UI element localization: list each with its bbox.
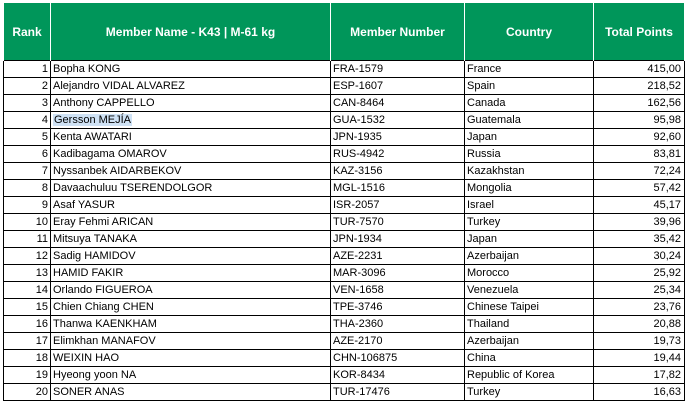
total-points-cell: 72,24 [594,163,685,180]
rank-header: Rank [4,3,51,61]
table-row [4,384,685,401]
total-points-cell: 23,76 [594,299,685,316]
country-cell: Japan [465,129,594,146]
member-name-cell: Mitsuya TANAKA [51,231,331,248]
table-row [4,129,685,146]
member-number-cell: FRA-1579 [331,61,465,78]
country-cell: Azerbaijan [465,248,594,265]
country-cell: Israel [465,197,594,214]
total-points-header: Total Points [594,3,685,61]
country-cell: Turkey [465,214,594,231]
member-number-cell: MAR-3096 [331,265,465,282]
member-name-cell: HAMID FAKIR [51,265,331,282]
member-number-cell: TUR-7570 [331,214,465,231]
member-number-cell: TPE-3746 [331,299,465,316]
total-points-cell: 30,24 [594,248,685,265]
member-name-cell: WEIXIN HAO [51,350,331,367]
rank-cell: 20 [4,384,51,401]
total-points-cell: 25,92 [594,265,685,282]
rank-cell: 15 [4,299,51,316]
ranking-table [3,3,685,401]
total-points-cell: 95,98 [594,112,685,129]
total-points-cell: 45,17 [594,197,685,214]
rank-cell: 16 [4,316,51,333]
member-name-cell: Orlando FIGUEROA [51,282,331,299]
table-row [4,367,685,384]
member-number-cell: RUS-4942 [331,146,465,163]
member-name-cell: Anthony CAPPELLO [51,95,331,112]
rank-cell: 14 [4,282,51,299]
rank-cell: 6 [4,146,51,163]
rank-cell: 11 [4,231,51,248]
country-cell: Thailand [465,316,594,333]
member-number-cell: THA-2360 [331,316,465,333]
rank-cell: 10 [4,214,51,231]
member-number-cell: TUR-17476 [331,384,465,401]
table-row [4,180,685,197]
member-number-cell: JPN-1935 [331,129,465,146]
member-name-cell: Thanwa KAENKHAM [51,316,331,333]
country-cell: Venezuela [465,282,594,299]
rank-cell: 12 [4,248,51,265]
member-number-cell: KOR-8434 [331,367,465,384]
table-row [4,197,685,214]
total-points-cell: 35,42 [594,231,685,248]
table-row [4,350,685,367]
country-cell: Turkey [465,384,594,401]
country-cell: Chinese Taipei [465,299,594,316]
member-name-cell [51,112,331,129]
total-points-cell: 83,81 [594,146,685,163]
table-row [4,265,685,282]
member-number-cell: ESP-1607 [331,78,465,95]
rank-cell: 1 [4,61,51,78]
table-row [4,316,685,333]
total-points-cell: 92,60 [594,129,685,146]
table-row [4,299,685,316]
member-name-cell: Bopha KONG [51,61,331,78]
rank-cell: 2 [4,78,51,95]
rank-cell: 5 [4,129,51,146]
total-points-cell: 20,88 [594,316,685,333]
country-cell: Russia [465,146,594,163]
member-number-cell: CAN-8464 [331,95,465,112]
member-name-cell: Asaf YASUR [51,197,331,214]
member-name-cell: Hyeong yoon NA [51,367,331,384]
rank-cell: 17 [4,333,51,350]
selected-text: Gersson MEJÍA [54,113,132,126]
total-points-cell: 218,52 [594,78,685,95]
rank-cell: 3 [4,95,51,112]
table-row [4,163,685,180]
rank-cell: 18 [4,350,51,367]
member-name-cell: Davaachuluu TSERENDOLGOR [51,180,331,197]
country-cell: Canada [465,95,594,112]
rank-cell: 13 [4,265,51,282]
member-name-cell: SONER ANAS [51,384,331,401]
total-points-cell: 162,56 [594,95,685,112]
total-points-cell: 19,44 [594,350,685,367]
member-number-cell: AZE-2231 [331,248,465,265]
country-cell: Azerbaijan [465,333,594,350]
country-cell: Morocco [465,265,594,282]
country-cell: Republic of Korea [465,367,594,384]
member-number-cell: VEN-1658 [331,282,465,299]
member-number-cell: KAZ-3156 [331,163,465,180]
rank-cell: 7 [4,163,51,180]
table-row [4,333,685,350]
country-header: Country [465,3,594,61]
member-number-cell: CHN-106875 [331,350,465,367]
total-points-cell: 19,73 [594,333,685,350]
member-name-header: Member Name - K43 | M-61 kg [51,3,331,61]
member-name-cell: Eray Fehmi ARICAN [51,214,331,231]
country-cell: Guatemala [465,112,594,129]
total-points-cell: 16,63 [594,384,685,401]
table-row [4,248,685,265]
rank-cell: 9 [4,197,51,214]
member-number-cell: MGL-1516 [331,180,465,197]
member-name-cell: Sadig HAMIDOV [51,248,331,265]
member-name-cell: Kadibagama OMAROV [51,146,331,163]
table-row [4,112,685,129]
table-row [4,282,685,299]
table-row [4,231,685,248]
table-row [4,78,685,95]
member-name-cell: Elimkhan MANAFOV [51,333,331,350]
member-name-cell: Chien Chiang CHEN [51,299,331,316]
rank-cell: 8 [4,180,51,197]
table-row [4,214,685,231]
member-name-cell: Alejandro VIDAL ALVAREZ [51,78,331,95]
table-header-row [4,3,685,61]
country-cell: China [465,350,594,367]
member-number-cell: GUA-1532 [331,112,465,129]
total-points-cell: 17,82 [594,367,685,384]
rank-cell: 4 [4,112,51,129]
member-name-cell: Nyssanbek AIDARBEKOV [51,163,331,180]
country-cell: Spain [465,78,594,95]
member-number-cell: ISR-2057 [331,197,465,214]
country-cell: Japan [465,231,594,248]
total-points-cell: 415,00 [594,61,685,78]
total-points-cell: 39,96 [594,214,685,231]
member-name-cell: Kenta AWATARI [51,129,331,146]
country-cell: Mongolia [465,180,594,197]
member-number-header: Member Number [331,3,465,61]
member-number-cell: AZE-2170 [331,333,465,350]
rank-cell: 19 [4,367,51,384]
country-cell: Kazakhstan [465,163,594,180]
member-number-cell: JPN-1934 [331,231,465,248]
table-row [4,95,685,112]
total-points-cell: 57,42 [594,180,685,197]
total-points-cell: 25,34 [594,282,685,299]
table-body [4,61,685,401]
table-row [4,61,685,78]
table-row [4,146,685,163]
country-cell: France [465,61,594,78]
